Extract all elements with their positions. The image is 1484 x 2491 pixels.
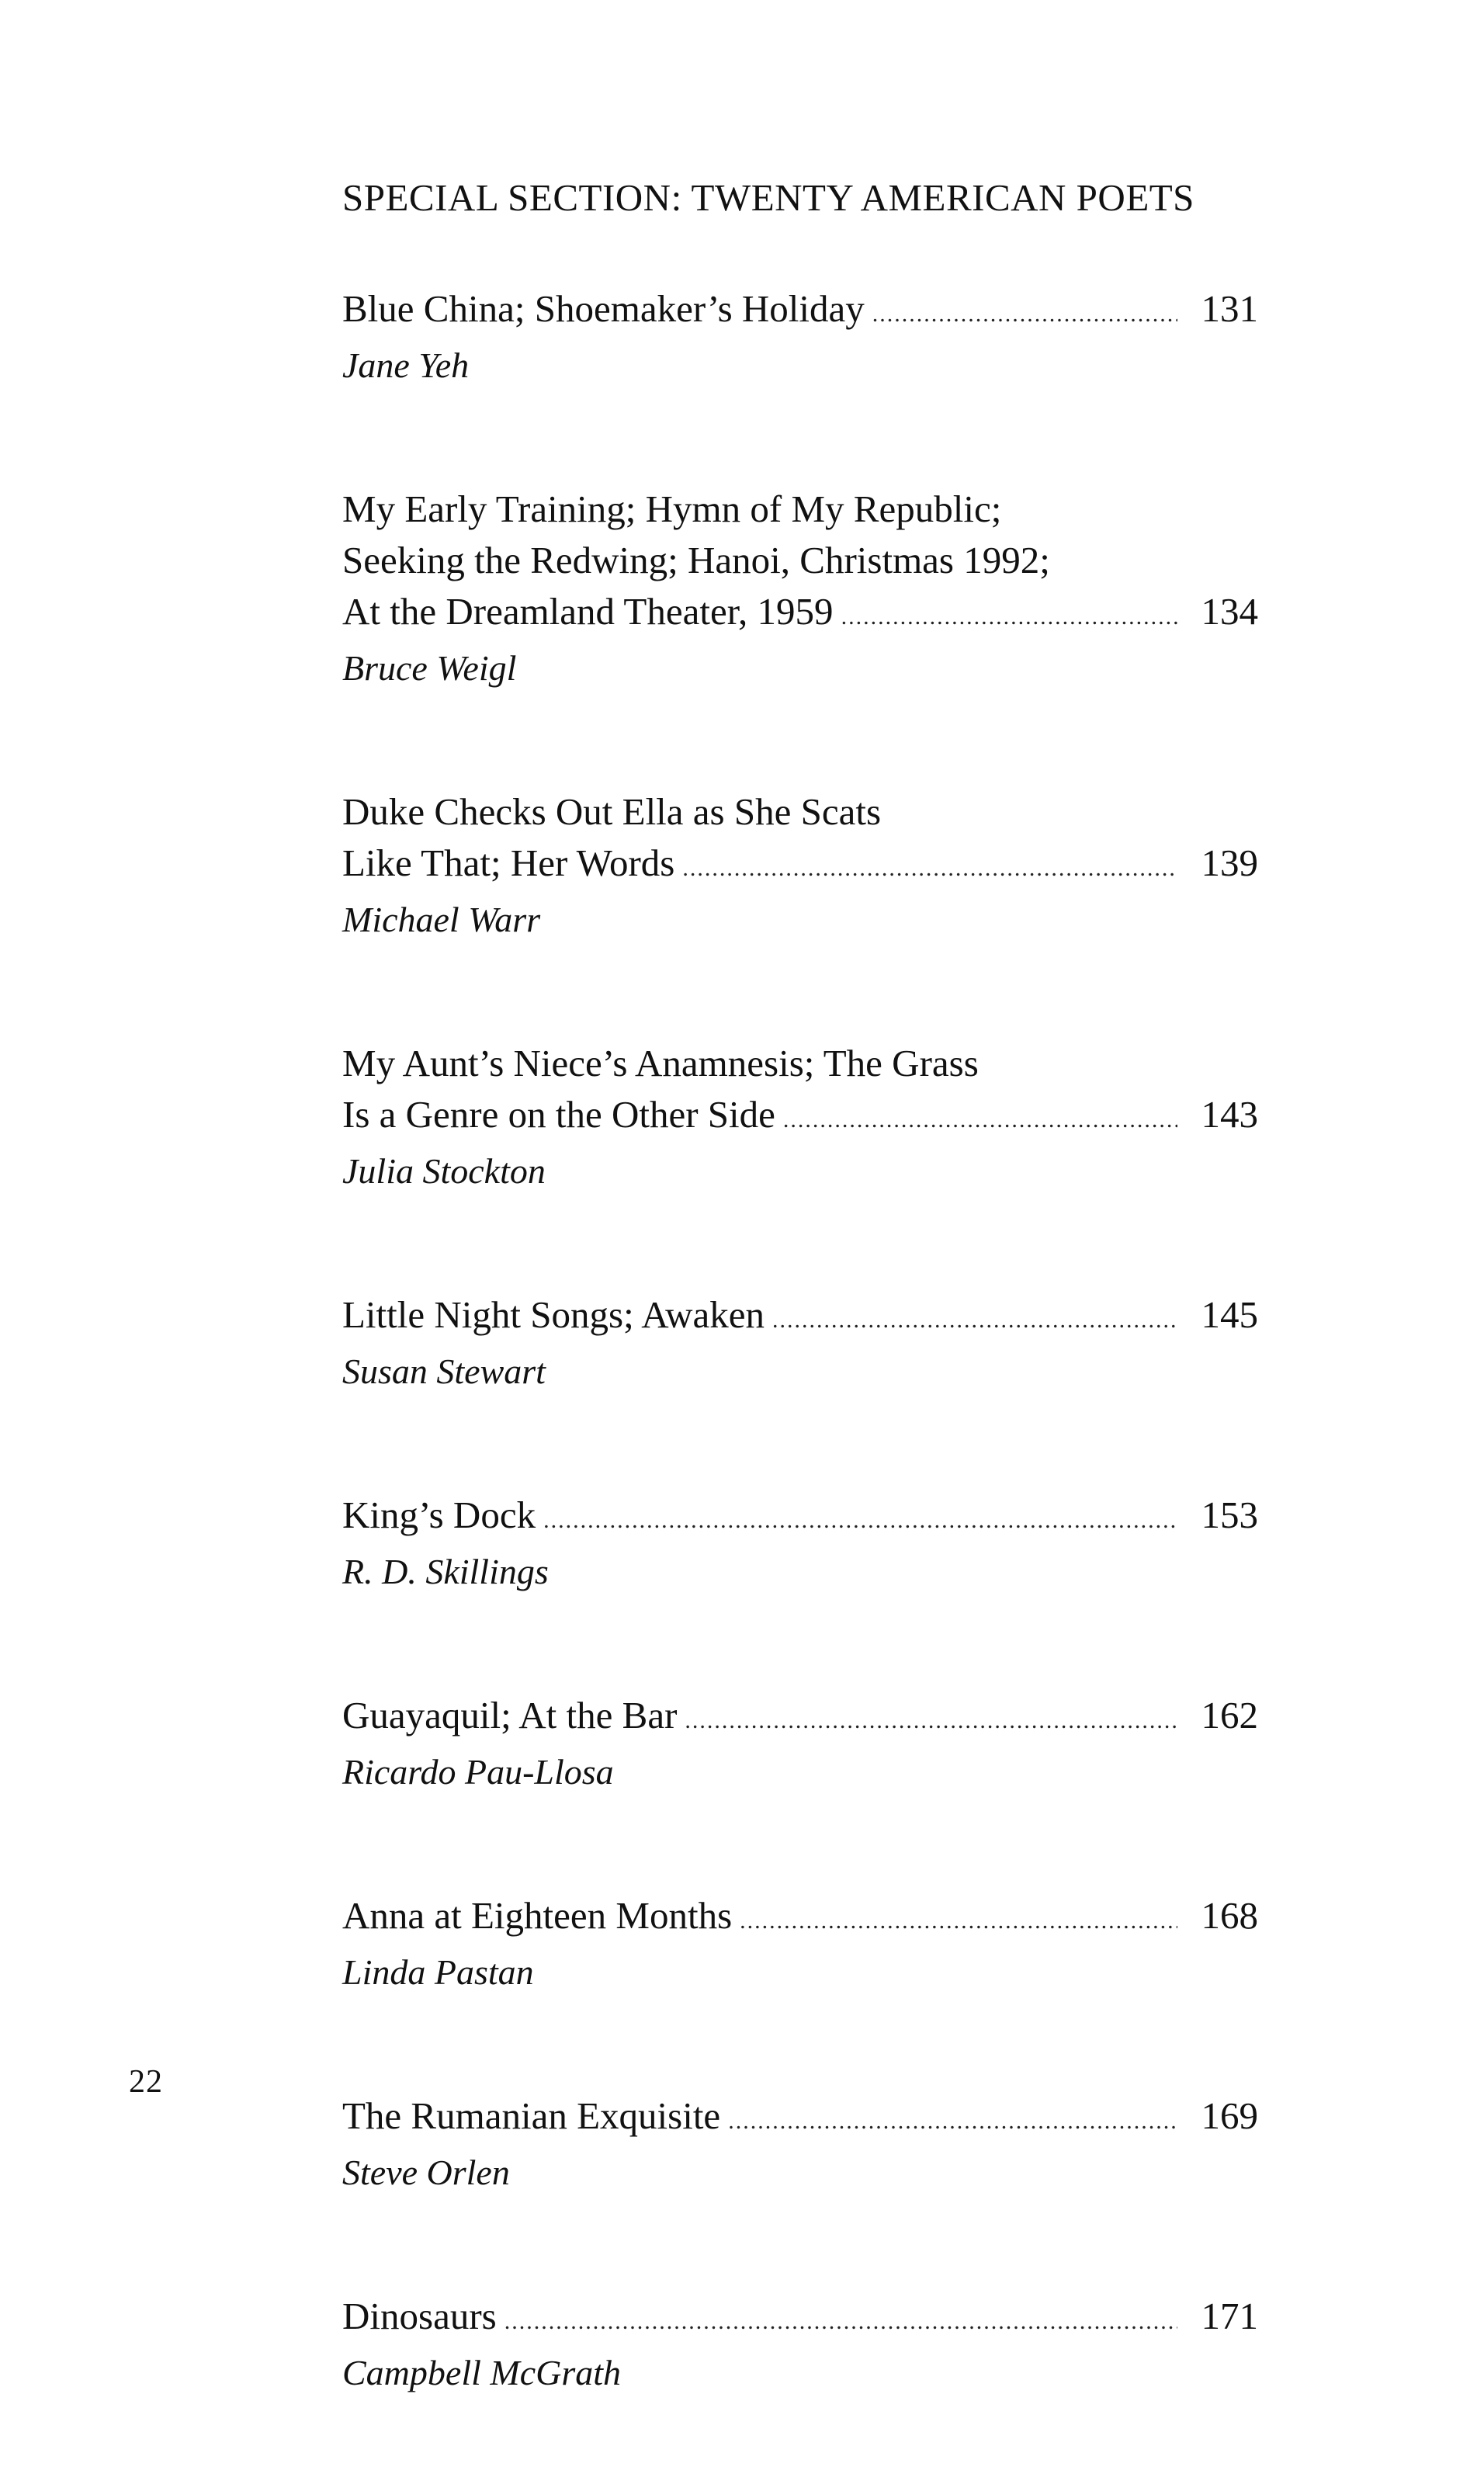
dot-leader (772, 1295, 1177, 1346)
toc-entry (342, 2291, 1258, 2399)
toc-title-row (342, 283, 1258, 340)
toc-author: Julia Stockton (342, 1151, 546, 1191)
section-heading: SPECIAL SECTION: TWENTY AMERICAN POETS (342, 176, 1194, 219)
dot-leader (872, 289, 1177, 340)
page-number: 22 (129, 2064, 163, 2100)
toc-author: Michael Warr (342, 900, 541, 939)
toc-title-row (342, 1289, 1258, 1346)
toc-page-number: 134 (1201, 590, 1258, 633)
toc-title-line: My Aunt’s Niece’s Anamnesis; The Grass (342, 1042, 979, 1084)
toc-title-line: At the Dreamland Theater, 1959 (342, 590, 834, 633)
toc-author: Campbell McGrath (342, 2353, 622, 2392)
toc-entry (342, 1490, 1258, 1598)
dot-leader (783, 1095, 1177, 1146)
toc-author: Ricardo Pau-Llosa (342, 1752, 614, 1792)
toc-author: Bruce Weigl (342, 648, 517, 688)
dot-leader (841, 592, 1177, 643)
toc-author: Linda Pastan (342, 1952, 534, 1992)
dot-leader (740, 1896, 1177, 1947)
toc-title-row (342, 1490, 1258, 1546)
toc-title-row (342, 2291, 1258, 2347)
dot-leader (728, 2096, 1177, 2147)
toc-page-number: 162 (1201, 1694, 1258, 1736)
toc-page-number: 169 (1201, 2094, 1258, 2137)
toc-title-line: Blue China; Shoemaker’s Holiday (342, 287, 865, 330)
toc-author: Susan Stewart (342, 1351, 546, 1391)
toc-page-number: 143 (1201, 1093, 1258, 1136)
toc-title-line: Like That; Her Words (342, 841, 675, 884)
toc-list (342, 283, 1258, 2491)
toc-page-number: 168 (1201, 1894, 1258, 1937)
toc-entry (342, 1890, 1258, 1998)
toc-page-number: 171 (1201, 2295, 1258, 2337)
toc-entry (342, 1038, 1258, 1197)
toc-title-row (342, 838, 1258, 894)
toc-author: R. D. Skillings (342, 1552, 549, 1591)
toc-entry (342, 786, 1258, 945)
toc-title-line: My Early Training; Hymn of My Republic; (342, 487, 1002, 530)
toc-entry (342, 484, 1258, 694)
toc-title-line: King’s Dock (342, 1494, 536, 1536)
toc-entry (342, 1690, 1258, 1798)
toc-title-row (342, 2090, 1258, 2147)
toc-title-row (342, 1690, 1258, 1747)
dot-leader (504, 2296, 1177, 2347)
toc-page-number: 131 (1201, 287, 1258, 330)
toc-page-number: 145 (1201, 1293, 1258, 1336)
toc-title-row (342, 586, 1258, 643)
toc-title-line: Anna at Eighteen Months (342, 1894, 733, 1937)
toc-title-line: Little Night Songs; Awaken (342, 1293, 765, 1336)
toc-page-number: 153 (1201, 1494, 1258, 1536)
toc-author: Jane Yeh (342, 345, 470, 385)
toc-title-line: Duke Checks Out Ella as She Scats (342, 790, 882, 833)
toc-title-row (342, 1089, 1258, 1146)
toc-entry (342, 1289, 1258, 1397)
toc-title-line: Dinosaurs (342, 2295, 497, 2337)
dot-leader (682, 843, 1177, 894)
dot-leader (543, 1495, 1177, 1546)
dot-leader (685, 1695, 1177, 1747)
toc-title-line: The Rumanian Exquisite (342, 2094, 721, 2137)
toc-title-line: Seeking the Redwing; Hanoi, Christmas 1992; (342, 539, 1050, 581)
toc-entry (342, 2090, 1258, 2198)
toc-author: Steve Orlen (342, 2153, 510, 2192)
toc-title-row (342, 1890, 1258, 1947)
toc-title-line: Is a Genre on the Other Side (342, 1093, 775, 1136)
toc-entry (342, 283, 1258, 391)
toc-page-number: 139 (1201, 841, 1258, 884)
toc-title-line: Guayaquil; At the Bar (342, 1694, 678, 1736)
